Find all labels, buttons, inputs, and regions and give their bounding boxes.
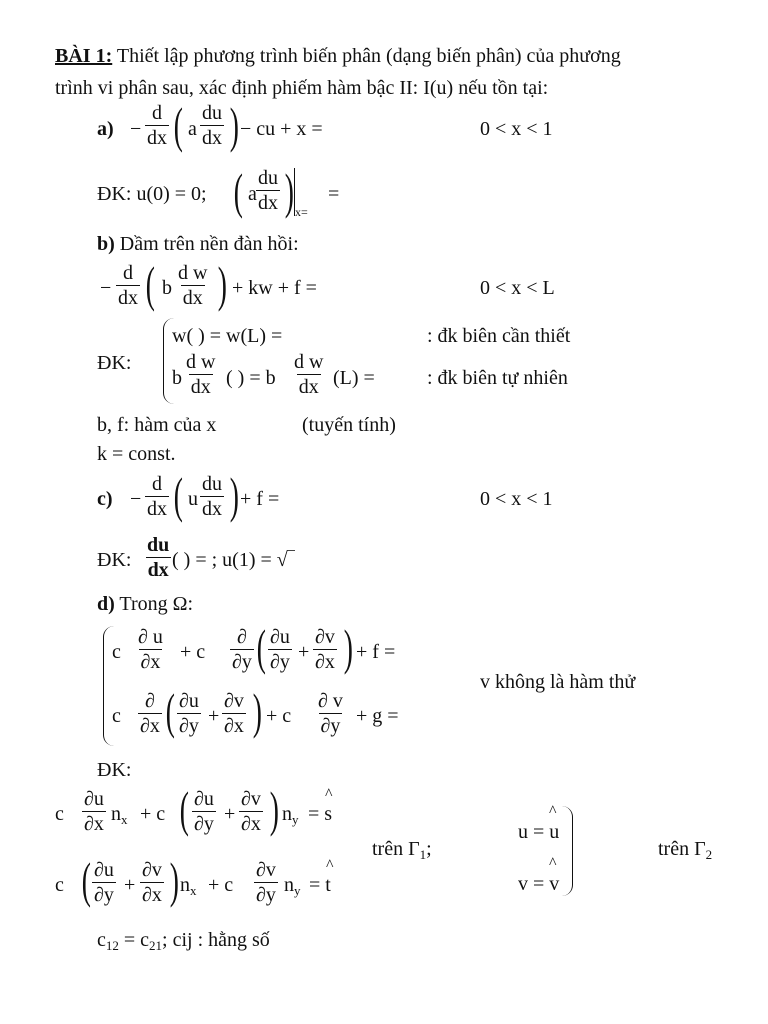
- numerator: ∂v: [241, 788, 261, 810]
- row2-du-dy: [177, 690, 201, 737]
- hat-mark: ^: [325, 786, 333, 803]
- part-c-bc-label: ĐK:: [97, 549, 132, 571]
- bc2-c: c: [55, 874, 64, 896]
- denominator: ∂y: [179, 715, 199, 737]
- part-b-cond1: w( ) = w(L) =: [172, 325, 283, 347]
- tren-gamma1-text: trên Γ: [372, 838, 420, 860]
- part-a-rest: − cu + x =: [240, 118, 323, 140]
- part-a-domain: 0 < x < 1: [480, 118, 553, 140]
- right-paren: ): [229, 467, 239, 523]
- row2-dv-dy: [316, 690, 345, 737]
- numerator: d: [152, 473, 162, 495]
- n: n: [180, 874, 190, 896]
- denominator: ∂x: [241, 813, 261, 835]
- bc1-du-dx: [82, 788, 106, 835]
- part-b-note1b: (tuyến tính): [302, 414, 396, 436]
- part-a-minus: −: [130, 118, 142, 140]
- part-c-coef: u: [188, 488, 198, 510]
- left-paren: (: [179, 781, 189, 837]
- part-a-coef: a: [188, 118, 197, 140]
- numerator: d w: [178, 262, 208, 284]
- denominator: ∂x: [224, 715, 244, 737]
- n: n: [282, 803, 292, 825]
- n: n: [111, 803, 121, 825]
- part-a-du-dx: [200, 102, 224, 149]
- end: ; cij : hằng số: [162, 929, 270, 951]
- hat-mark: ^: [326, 857, 334, 874]
- part-b-cond2-mid: ( ) = b: [226, 367, 276, 389]
- numerator: ∂: [237, 626, 247, 648]
- subscript: 21: [149, 938, 163, 953]
- part-b-cond1-note: : đk biên cần thiết: [427, 325, 571, 347]
- row2-plus: +: [208, 705, 220, 727]
- numerator: d: [123, 262, 133, 284]
- right-paren: ): [169, 852, 179, 908]
- numerator: du: [147, 534, 170, 556]
- part-c-d-dx: [145, 473, 169, 520]
- numerator: ∂ u: [138, 626, 163, 648]
- numerator: d w: [294, 351, 324, 373]
- row1-c: c: [112, 641, 121, 663]
- denominator: dx: [147, 127, 167, 149]
- row1-dv-dx: [313, 626, 337, 673]
- subscript: y: [292, 812, 299, 827]
- left-paren: (: [233, 163, 243, 219]
- hat-mark: ^: [549, 803, 557, 820]
- part-d-bc-label: ĐK:: [97, 759, 132, 781]
- part-d-title: Trong Ω:: [114, 593, 194, 615]
- exercise-label: BÀI 1:: [55, 45, 113, 67]
- part-d-heading: [97, 592, 193, 616]
- row1-du-dx: [136, 626, 165, 673]
- numerator: d: [152, 102, 162, 124]
- part-c-bc-du-dx: [145, 534, 171, 581]
- denominator: dx: [118, 287, 138, 309]
- numerator: ∂v: [315, 626, 335, 648]
- part-a-bc-coef: a: [248, 183, 257, 205]
- numerator: du: [202, 102, 222, 124]
- semicolon: ;: [426, 838, 432, 860]
- numerator: du: [258, 167, 278, 189]
- denominator: ∂y: [232, 651, 252, 673]
- denominator: ∂x: [84, 813, 104, 835]
- u-eq: u = u: [518, 821, 560, 843]
- right-paren: ): [229, 97, 239, 153]
- right-paren: ): [269, 781, 279, 837]
- numerator: ∂v: [256, 859, 276, 881]
- bc1-nx: [111, 802, 128, 832]
- part-b-label: b): [97, 233, 115, 255]
- part-b-note1: b, f: hàm của x: [97, 414, 217, 436]
- n: n: [284, 874, 294, 896]
- denominator: dx: [298, 376, 319, 398]
- denominator: ∂y: [256, 884, 276, 906]
- bc2-dv-dx: [140, 859, 164, 906]
- bc1-plus-c: + c: [140, 803, 166, 825]
- numerator: ∂u: [84, 788, 104, 810]
- part-a-bc: ĐK: u(0) = 0;: [97, 183, 207, 205]
- part-c-label: c): [97, 488, 113, 510]
- part-a-d-dx: [145, 102, 169, 149]
- bc1-du-dy: [192, 788, 216, 835]
- part-a-label: a): [97, 118, 114, 140]
- left-paren: (: [173, 467, 183, 523]
- bc1-ny: [282, 802, 299, 832]
- part-c-bc-rest: ( ) = ; u(1) = √‾: [172, 549, 295, 571]
- denominator: ∂y: [94, 884, 114, 906]
- numerator: ∂u: [179, 690, 199, 712]
- part-b-coef: b: [162, 277, 172, 299]
- part-b-cond2-dw-dx-2: [292, 351, 325, 398]
- c: c: [97, 929, 106, 951]
- subscript: 12: [105, 938, 119, 953]
- part-b-cond2-dw-dx: [184, 351, 217, 398]
- constants-note: [97, 928, 270, 958]
- row1-plus: +: [298, 641, 310, 663]
- denominator: dx: [202, 498, 222, 520]
- row1-plus-c: + c: [180, 641, 206, 663]
- numerator: ∂u: [94, 859, 114, 881]
- bc1-c: c: [55, 803, 64, 825]
- row2-c: c: [112, 705, 121, 727]
- row1-du-dy: [268, 626, 292, 673]
- bc2-nx: [180, 873, 197, 903]
- numerator: ∂: [145, 690, 155, 712]
- subscript: x: [190, 883, 197, 898]
- tren-gamma2-text: trên Γ: [658, 838, 706, 860]
- right-paren: ): [284, 163, 294, 219]
- bc2-ny: [284, 873, 301, 903]
- hat-mark: ^: [549, 855, 557, 872]
- part-b-d-dx: [116, 262, 140, 309]
- numerator: du: [202, 473, 222, 495]
- part-a-bc-eq: =: [328, 183, 340, 205]
- subscript: 1: [419, 847, 427, 862]
- subscript: 2: [705, 847, 713, 862]
- mid: = c: [118, 929, 150, 951]
- part-c-minus: −: [130, 488, 142, 510]
- numerator: ∂u: [194, 788, 214, 810]
- part-b-dw-dx: [176, 262, 209, 309]
- right-paren: ): [343, 619, 353, 675]
- part-b-domain: 0 < x < L: [480, 277, 555, 299]
- bc2-du-dy: [92, 859, 116, 906]
- row1-end: + f =: [356, 641, 396, 663]
- part-b-cond2-b: b: [172, 367, 182, 389]
- part-b-minus: −: [100, 277, 112, 299]
- exercise-heading: [55, 44, 621, 68]
- heading-text-line2: trình vi phân sau, xác định phiếm hàm bậc II: I(u) nếu tồn tại:: [55, 77, 549, 99]
- right-brace: [562, 806, 573, 896]
- row1-d-dy: [230, 626, 254, 673]
- numerator: ∂u: [270, 626, 290, 648]
- bc2-plus-c: + c: [208, 874, 234, 896]
- part-b-rest: + kw + f =: [232, 277, 317, 299]
- bc1-plus: +: [224, 803, 236, 825]
- denominator: dx: [147, 498, 167, 520]
- bc1-eq: = s: [308, 803, 333, 825]
- part-b-title: Dầm trên nền đàn hồi:: [114, 233, 299, 255]
- subscript: y: [294, 883, 301, 898]
- denominator: ∂y: [194, 813, 214, 835]
- left-paren: (: [165, 683, 175, 739]
- part-c-domain: 0 < x < 1: [480, 488, 553, 510]
- part-b-bc-label: ĐK:: [97, 352, 132, 374]
- bc2-dv-dy: [254, 859, 278, 906]
- denominator: dx: [258, 192, 278, 214]
- left-paren: (: [81, 852, 91, 908]
- denominator: dx: [182, 287, 203, 309]
- denominator: dx: [147, 559, 169, 581]
- numerator: ∂v: [142, 859, 162, 881]
- part-b-heading: [97, 232, 299, 256]
- subscript: x: [121, 812, 128, 827]
- row2-end: + g =: [356, 705, 399, 727]
- denominator: ∂x: [315, 651, 335, 673]
- bc2-plus: +: [124, 874, 136, 896]
- bc2-eq: = t: [309, 874, 331, 896]
- v-eq: v = v: [518, 873, 560, 895]
- row2-dv-dx: [222, 690, 246, 737]
- denominator: ∂x: [142, 884, 162, 906]
- row2-plus-c: + c: [266, 705, 292, 727]
- numerator: ∂v: [224, 690, 244, 712]
- eval-subscript: x=: [295, 205, 308, 219]
- part-c-rest: + f =: [240, 488, 280, 510]
- right-paren: ): [252, 683, 262, 739]
- heading-text-line1: Thiết lập phương trình biến phân (dạng biến phân) của phương: [112, 45, 621, 67]
- denominator: ∂y: [270, 651, 290, 673]
- tren-gamma1: [372, 837, 432, 867]
- right-paren: ): [217, 256, 227, 312]
- denominator: ∂x: [140, 651, 161, 673]
- denominator: ∂y: [320, 715, 341, 737]
- row2-d-dx: [138, 690, 162, 737]
- bc1-dv-dx: [239, 788, 263, 835]
- denominator: dx: [202, 127, 222, 149]
- part-b-cond2-note: : đk biên tự nhiên: [427, 367, 568, 389]
- tren-gamma2: [658, 837, 712, 867]
- numerator: ∂ v: [318, 690, 343, 712]
- left-paren: (: [145, 256, 155, 312]
- part-b-note2: k = const.: [97, 443, 176, 465]
- denominator: dx: [190, 376, 211, 398]
- part-d-note: v không là hàm thử: [480, 671, 636, 693]
- left-paren: (: [173, 97, 183, 153]
- left-paren: (: [256, 619, 266, 675]
- part-b-cond2-right: (L) =: [333, 367, 375, 389]
- part-d-label: d): [97, 593, 115, 615]
- part-a-bc-du-dx: [256, 167, 280, 214]
- denominator: ∂x: [140, 715, 160, 737]
- numerator: d w: [186, 351, 216, 373]
- part-c-du-dx: [200, 473, 224, 520]
